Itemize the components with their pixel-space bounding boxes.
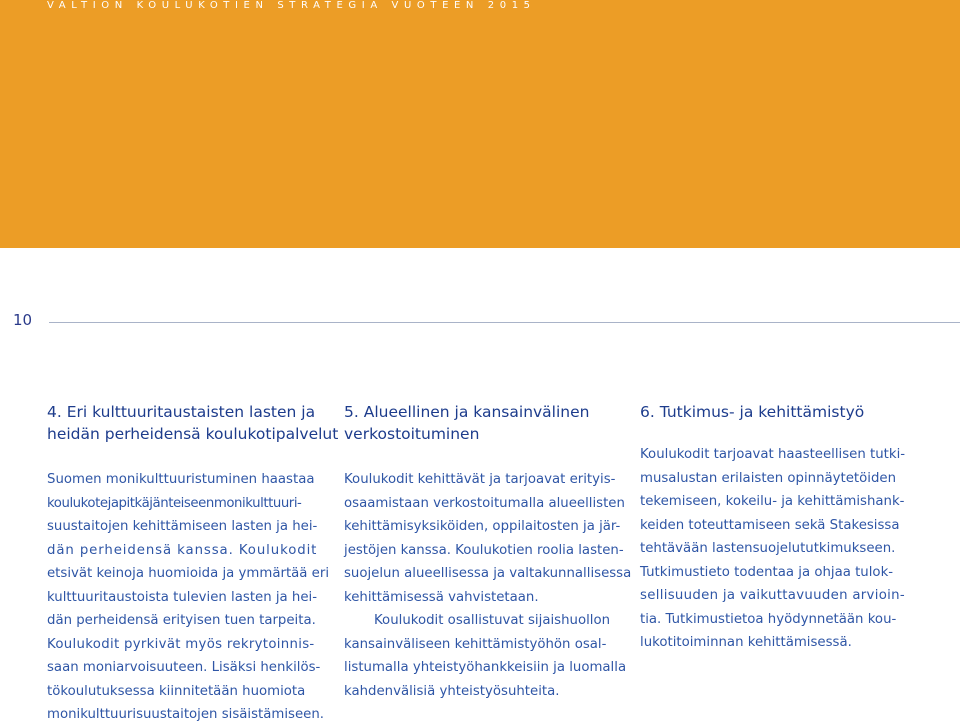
heading-line: 5. Alueellinen ja kansainvälinen	[344, 403, 590, 421]
body-line: Koulukodit pyrkivät myös rekrytoinnis-	[47, 636, 315, 652]
section-4-heading	[47, 401, 339, 445]
body-line: tökoulutuksessa kiinnitetään huomiota	[47, 683, 306, 699]
section-5	[344, 401, 632, 703]
body-line: Tutkimustieto todentaa ja ohjaa tulok-	[640, 564, 894, 580]
heading-line: verkostoituminen	[344, 425, 480, 443]
body-line: musalustan erilaisten opinnäytetöiden	[640, 470, 897, 486]
body-line: kulttuuritaustoista tulevien lasten ja hei-	[47, 589, 318, 605]
body-line: Koulukodit kehittävät ja tarjoavat erityis-	[344, 472, 616, 487]
body-line: Koulukodit tarjoavat haasteellisen tutki-	[640, 447, 906, 462]
body-line: tekemiseen, kokeilu- ja kehittämishank-	[640, 494, 905, 509]
body-line: dän perheidensä erityisen tuen tarpeita.	[47, 613, 316, 628]
body-line: sellisuuden ja vaikuttavuuden arvioin-	[640, 588, 905, 603]
section-4	[47, 401, 339, 727]
body-line: monikulttuurisuustaitojen sisäistämiseen.	[47, 707, 324, 722]
body-line: kahdenvälisiä yhteistyösuhteita.	[344, 683, 560, 699]
heading-line: 4. Eri kulttuuritaustaisten lasten ja	[47, 403, 316, 421]
body-line: Koulukodit osallistuvat sijaishuollon	[374, 613, 611, 628]
body-line: tehtävään lastensuojelututkimukseen.	[640, 541, 896, 556]
body-line: lukotitoiminnan kehittämisessä.	[640, 635, 852, 650]
section-6-body	[640, 443, 916, 655]
body-line: dän perheidensä kanssa. Koulukodit	[47, 542, 318, 558]
body-line: koulukotejapitkäjänteiseenmonikulttuuri-	[47, 495, 302, 511]
body-line: Suomen monikulttuuristuminen haastaa	[47, 472, 315, 487]
body-line: kansainväliseen kehittämistyöhön osal-	[344, 636, 607, 652]
divider-rule	[49, 322, 960, 323]
section-5-heading	[344, 401, 619, 445]
body-line: kehittämisyksiköiden, oppilaitosten ja jär-	[344, 519, 621, 534]
section-6-heading	[640, 401, 916, 423]
body-line: tia. Tutkimustietoa hyödynnetään kou-	[640, 611, 897, 627]
heading-line: heidän perheidensä koulukotipalvelut	[47, 425, 339, 443]
body-line: etsivät keinoja huomioida ja ymmärtää eri	[47, 566, 330, 581]
body-line: osaamistaan verkostoitumalla alueellisten	[344, 495, 625, 511]
section-6	[640, 401, 916, 655]
body-line: jestöjen kanssa. Koulukotien roolia lasten-	[344, 542, 624, 558]
body-line: listumalla yhteistyöhankkeisiin ja luomalla	[344, 660, 627, 675]
body-line: suustaitojen kehittämiseen lasten ja hei-	[47, 519, 318, 534]
page-number: 10	[13, 311, 33, 329]
section-4-body	[47, 468, 330, 727]
body-line: keiden toteuttamiseen sekä Stakesissa	[640, 517, 900, 533]
document-title: VALTION KOULUKOTIEN STRATEGIA VUOTEEN 2015	[47, 0, 536, 11]
body-line: kehittämisessä vahvistetaan.	[344, 589, 539, 605]
header-banner	[0, 0, 960, 248]
section-5-body	[344, 468, 632, 703]
body-line: saan moniarvoisuuteen. Lisäksi henkilös-	[47, 660, 321, 675]
body-line: suojelun alueellisessa ja valtakunnallisessa	[344, 566, 632, 581]
heading-line: 6. Tutkimus- ja kehittämistyö	[640, 403, 865, 421]
